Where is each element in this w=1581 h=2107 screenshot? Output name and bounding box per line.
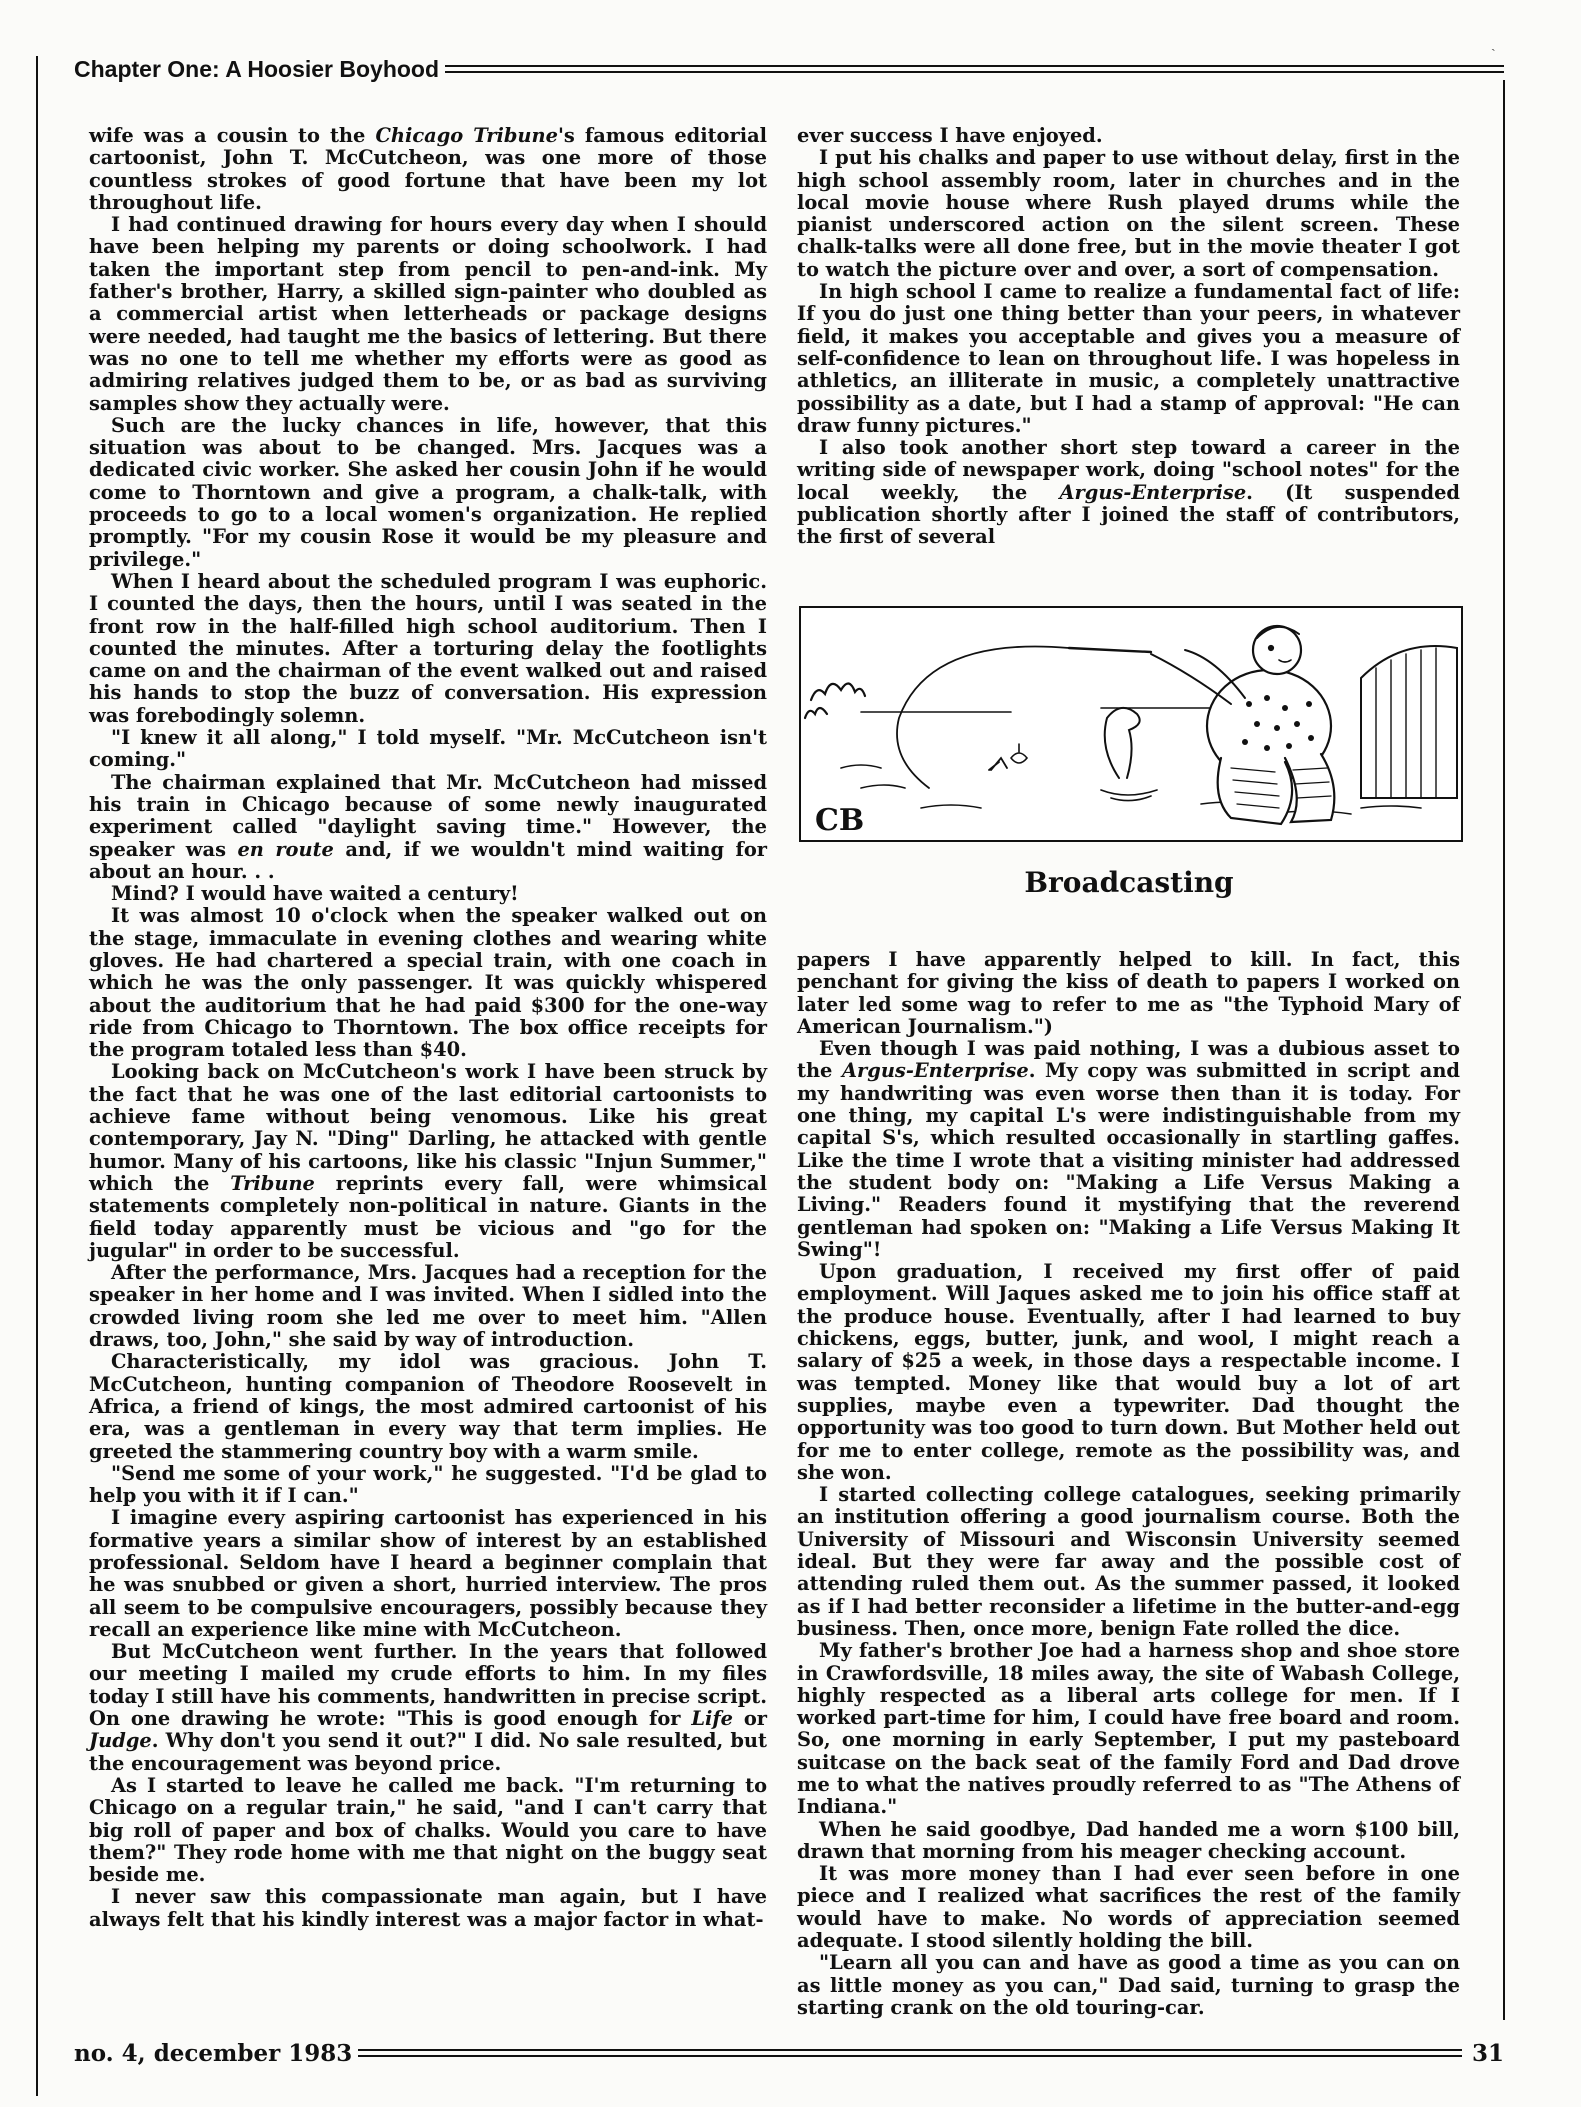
paragraph: "I knew it all along," I told myself. "Mr. McCutcheon isn't coming." [89, 726, 767, 772]
paragraph: It was almost 10 o'clock when the speaker walked out on the stage, immaculate in evening clothes and wearing white gloves. He had chartered a special train, with one coach in which he was the only passenger. It was quickly whispered about the auditorium that he had paid $300 for the one-way ride from Chicago to Thorntown. The box office receipts for the program totaled less than $40. [89, 904, 767, 1062]
paragraph: Such are the lucky chances in life, however, that this situation was about to be changed. Mrs. Jacques was a dedicated civic worker. She asked her cousin John if he would come to Thorntown and give a program, a chalk-talk, with proceeds to go to a local women's organization. He replied promptly. "For my cousin Rose it would be my pleasure and privilege." [89, 413, 767, 571]
bush-left-2 [805, 708, 827, 718]
paragraph: "Learn all you can and have as good a time as you can on as little money as you can," Dad said, turning to grasp the starting crank on the old touring-car. [797, 1951, 1460, 2019]
paragraph: Looking back on McCutcheon's work I have been struck by the fact that he was one of the last editorial cartoonists to achieve fame without being venomous. Like his great contemporary, Jay N. "Ding" Darling, he attacked with gentle humor. Many of his cartoons, like his classic "Injun Summer," which the Tribune reprints every fall, were whimsical statements completely non-political in nature. Giants in the field today apparently must be vicious and "go for the jugular" in order to be successful. [89, 1060, 767, 1262]
paragraph: It was more money than I had ever seen before in one piece and I realized what sacrifices the rest of the family would have to make. No words of appreciation seemed adequate. I stood silently holding the bill. [797, 1862, 1460, 1953]
right-column-bottom [797, 949, 1460, 2019]
bush-left [811, 683, 865, 700]
cartoon-drawing [801, 608, 1461, 840]
paragraph: I had continued drawing for hours every day when I should have been helping my parents or doing schoolwork. I had taken the important step from pencil to pen-and-ink. My father's brother, Harry, a skilled sign-painter who doubled as a commercial artist when letterheads or package designs were needed, had taught me the basics of lettering. But there was no one to tell me whether my efforts were as good as admiring relatives judged them to be, or as bad as surviving samples show they actually were. [89, 213, 767, 415]
paragraph: Even though I was paid nothing, I was a dubious asset to the Argus-Enterprise. My copy was submitted in script and my handwriting was even worse then than it is today. For one thing, my capital L's were indistinguishable from my capital S's, which resulted occasionally in startling gaffes. Like the time I wrote that a visiting minister had addressed the student body on: "Making a Life Versus Making a Living." Readers found it mystifying that the reverend gentleman had spoken on: "Making a Life Versus Making It Swing"! [797, 1037, 1460, 1261]
paragraph: My father's brother Joe had a harness shop and shoe store in Crawfordsville, 18 miles away, the site of Wabash College, highly respected as a liberal arts college for men. If I worked part-time for him, I could have free board and room. So, one morning in early September, I put my pasteboard suitcase on the back seat of the family Ford and Dad drove me to what the natives proudly referred to as "The Athens of Indiana." [797, 1639, 1460, 1819]
page-number: 31 [1471, 2039, 1504, 2067]
paragraph: wife was a cousin to the Chicago Tribune's famous editorial cartoonist, John T. McCutcheon, was one more of those countless strokes of good fortune that have been my lot throughout life. [89, 124, 768, 214]
paragraph: After the performance, Mrs. Jacques had a reception for the speaker in her home and I was invited. When I sidled into the crowded living room she led me over to meet him. "Allen draws, too, John," she said by way of introduction. [89, 1261, 767, 1352]
running-header [74, 54, 1504, 84]
issue-label: no. 4, december 1983 [74, 2039, 353, 2067]
paragraph: I also took another short step toward a career in the writing side of newspaper work, doing "school notes" for the local weekly, the Argus-Enterprise. (It suspended publication shortly after I joined the staff of contributors, the first of several [797, 436, 1460, 549]
paragraph: I put his chalks and paper to use without delay, first in the high school assembly room, later in churches and in the local movie house where Rush played drums while the pianist underscored action on the silent screen. These chalk-talks were all done free, but in the movie theater I got to watch the picture over and over, a sort of compensation. [797, 146, 1460, 281]
paragraph: I never saw this compassionate man again, but I have always felt that his kindly interest was a major factor in what- [89, 1885, 767, 1931]
paragraph: When I heard about the scheduled program I was euphoric. I counted the days, then the hours, until I was seated in the front row in the half-filled high school auditorium. Then I counted the minutes. After a torturing delay the footlights came on and the chairman of the event walked out and raised his hands to stop the buzz of conversation. His expression was forebodingly solemn. [89, 569, 767, 727]
paragraph: When he said goodbye, Dad handed me a worn $100 bill, drawn that morning from his meager checking account. [797, 1817, 1460, 1863]
paragraph: papers I have apparently helped to kill. In fact, this penchant for giving the kiss of death to papers I worked on later led some wag to refer to me as "the Typhoid Mary of American Journalism.") [797, 948, 1460, 1038]
left-margin-rule [36, 56, 38, 2096]
paragraph: I imagine every aspiring cartoonist has experienced in his formative years a similar show of interest by an established professional. Seldom have I heard a beginner complain that he was snubbed or given a short, hurried interview. The pros all seem to be compulsive encouragers, possibly because they recall an experience like mine with McCutcheon. [89, 1506, 767, 1641]
paragraph: As I started to leave he called me back. "I'm returning to Chicago on a regular train," he said, "and I can't carry that big roll of paper and box of chalks. Would you care to have them?" They rode home with me that night on the buggy seat beside me. [89, 1773, 767, 1887]
paragraph: In high school I came to realize a fundamental fact of life: If you do just one thing better than your peers, in whatever field, it makes you acceptable and gives you a measure of self-confidence to lean on throughout life. I was hopeless in athletics, an illiterate in music, a completely unattractive possibility as a date, but I had a stamp of approval: "He can draw funny pictures." [797, 280, 1460, 437]
right-column-top [797, 125, 1460, 549]
footer-double-rule [358, 2049, 1462, 2057]
right-margin-rule [1503, 80, 1505, 2020]
cartoon-caption: Broadcasting [1024, 866, 1234, 899]
paragraph: Characteristically, my idol was gracious. John T. McCutcheon, hunting companion of Theodore Roosevelt in Africa, a friend of kings, the most admired cartoonist of his era, was a gentleman in every way that term implies. He greeted the stammering country boy with a warm smile. [89, 1350, 767, 1463]
running-footer [74, 2038, 1504, 2068]
header-double-rule [445, 65, 1504, 73]
chapter-title: Chapter One: A Hoosier Boyhood [74, 55, 440, 82]
paragraph: I started collecting college catalogues, seeking primarily an institution offering a good journalism course. Both the University of Missouri and Wisconsin University seemed ideal. But they were far away and the possible cost of attending ruled them out. As the summer passed, it looked as if I had better reconsider a lifetime in the butter-and-egg business. Then, once more, benign Fate rolled the dice. [797, 1483, 1460, 1640]
paragraph: ever success I have enjoyed. [797, 124, 1103, 147]
artist-initials: CB [815, 803, 865, 838]
paragraph: Upon graduation, I received my first offer of paid employment. Will Jaques asked me to join his office staff at the produce house. Eventually, after I had learned to buy chickens, eggs, butter, junk, and wool, I might reach a salary of $25 a week, in those days a respectable income. I was tempted. Money like that would buy a lot of art supplies, maybe even a typewriter. Dad thought the opportunity was too good to turn down. But Mother held out for me to enter college, remote as the possibility was, and she won. [797, 1260, 1460, 1484]
paragraph: But McCutcheon went further. In the years that followed our meeting I mailed my crude efforts to him. In my files today I still have his comments, handwritten in precise script. On one drawing he wrote: "This is good enough for Life or Judge. Why don't you send it out?" I did. No sale resulted, but the encouragement was beyond price. [89, 1640, 767, 1775]
paragraph: The chairman explained that Mr. McCutcheon had missed his train in Chicago because of some newly inaugurated experiment called "daylight saving time." However, the speaker was en route and, if we wouldn't mind waiting for about an hour. . . [89, 770, 767, 883]
paragraph: "Send me some of your work," he suggested. "I'd be glad to help you with it if I can." [89, 1461, 767, 1508]
left-column [89, 125, 767, 1931]
corner-mark: ˎ [1491, 36, 1496, 52]
broadcasting-cartoon [799, 606, 1463, 842]
paragraph: Mind? I would have waited a century! [111, 882, 519, 906]
